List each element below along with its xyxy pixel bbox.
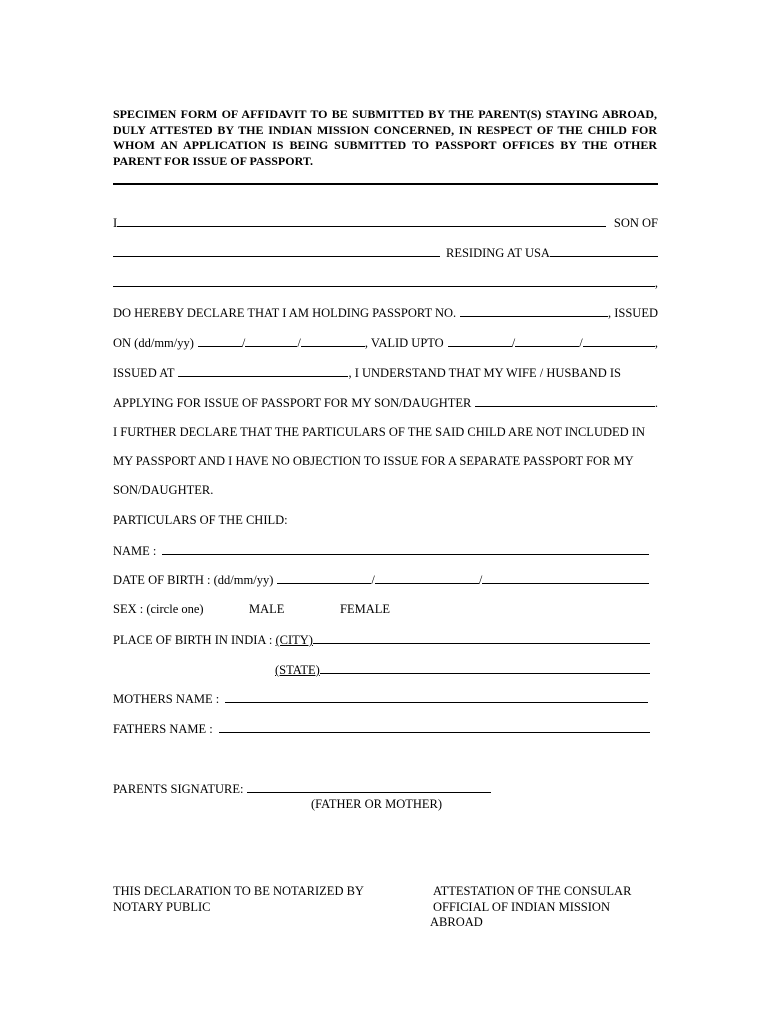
- line-name: [113, 214, 658, 230]
- form-heading: SPECIMEN FORM OF AFFIDAVIT TO BE SUBMITTED BY THE PARENT(S) STAYING ABROAD, DULY ATTESTED BY THE INDIAN MISSION CONCERNED, IN RESPECT OF THE CHILD FOR WHOM AN APPLICATION IS BEING SUBMITTED TO PASSPORT OFFICES BY THE OTHER PARENT FOR ISSUE OF PASSPORT.: [113, 107, 657, 168]
- fathers-name-field[interactable]: [219, 720, 650, 733]
- dob-month-field[interactable]: [375, 571, 479, 584]
- mothers-name-field[interactable]: [225, 690, 648, 703]
- city-field[interactable]: [313, 631, 650, 644]
- name-label: NAME :: [113, 544, 157, 558]
- no-objection-text: MY PASSPORT AND I HAVE NO OBJECTION TO ISSUE FOR A SEPARATE PASSPORT FOR MY: [113, 454, 634, 468]
- date-separator: /: [371, 573, 375, 587]
- date-separator: /: [478, 573, 483, 587]
- dob-label: DATE OF BIRTH : (dd/mm/yy): [113, 573, 274, 587]
- attestation-line-3: ABROAD: [430, 915, 483, 929]
- particulars-label: PARTICULARS OF THE CHILD:: [113, 513, 288, 527]
- issue-date-label: ON (dd/mm/yy): [113, 336, 194, 350]
- address-continued-field[interactable]: [113, 274, 655, 287]
- attestation-line-2: OFFICIAL OF INDIAN MISSION: [433, 900, 610, 914]
- son-daughter-text: SON/DAUGHTER.: [113, 483, 214, 497]
- issued-label: , ISSUED: [607, 306, 658, 320]
- date-separator: /: [297, 336, 301, 350]
- declarant-name-field[interactable]: [117, 214, 606, 227]
- date-separator: /: [241, 336, 246, 350]
- line-pob-city: [113, 631, 650, 647]
- signature-label: PARENTS SIGNATURE:: [113, 782, 244, 796]
- dob-day-field[interactable]: [277, 571, 371, 584]
- expiry-year-field[interactable]: [583, 334, 655, 347]
- line-pob-state: [275, 661, 650, 677]
- expiry-month-field[interactable]: [515, 334, 579, 347]
- understand-text: , I UNDERSTAND THAT MY WIFE / HUSBAND IS: [348, 366, 621, 380]
- line-dob: [113, 571, 649, 587]
- line-further-declare: [113, 424, 658, 440]
- expiry-day-field[interactable]: [448, 334, 512, 347]
- mothers-name-label: MOTHERS NAME :: [113, 692, 220, 706]
- line-parent: [113, 244, 658, 260]
- issue-day-field[interactable]: [198, 334, 242, 347]
- heading-divider: [113, 183, 658, 185]
- issue-month-field[interactable]: [245, 334, 297, 347]
- line3-comma: ,: [654, 276, 658, 290]
- issue-year-field[interactable]: [301, 334, 365, 347]
- line-passport-no: [113, 304, 658, 320]
- child-name-field[interactable]: [475, 394, 654, 407]
- line5-comma: ,: [654, 336, 658, 350]
- city-label: (CITY): [275, 633, 313, 647]
- father-name-field[interactable]: [113, 244, 440, 257]
- line-issued-at: [113, 364, 658, 380]
- sex-label: SEX : (circle one): [113, 602, 204, 616]
- state-field[interactable]: [320, 661, 650, 674]
- child-full-name-field[interactable]: [162, 542, 649, 555]
- attestation-line-1: ATTESTATION OF THE CONSULAR: [433, 884, 632, 898]
- state-label: (STATE): [275, 663, 320, 677]
- line-child-name: [113, 542, 649, 558]
- line-father: [113, 720, 650, 736]
- issued-at-field[interactable]: [178, 364, 348, 377]
- passport-number-field[interactable]: [460, 304, 608, 317]
- particulars-heading: [113, 512, 658, 528]
- notary-line-2: NOTARY PUBLIC: [113, 900, 211, 914]
- dob-year-field[interactable]: [482, 571, 649, 584]
- valid-upto-label: , VALID UPTO: [364, 336, 444, 350]
- pob-label: PLACE OF BIRTH IN INDIA :: [113, 633, 276, 647]
- line-no-objection: [113, 453, 658, 469]
- signature-caption: (FATHER OR MOTHER): [311, 797, 443, 811]
- usa-address-field[interactable]: [550, 244, 658, 257]
- date-separator: /: [579, 336, 583, 350]
- line7-period: .: [654, 396, 658, 410]
- notary-line-1: THIS DECLARATION TO BE NOTARIZED BY: [113, 884, 364, 898]
- issued-at-label: ISSUED AT: [113, 366, 175, 380]
- line-son-daughter: [113, 482, 658, 498]
- line1-prefix: I: [113, 216, 118, 230]
- line-address: [113, 274, 658, 290]
- line-mother: [113, 690, 648, 706]
- date-separator: /: [511, 336, 516, 350]
- signature-field[interactable]: [247, 780, 491, 793]
- fathers-name-label: FATHERS NAME :: [113, 722, 213, 736]
- sex-option-female[interactable]: FEMALE: [340, 602, 390, 616]
- residing-label: RESIDING AT USA: [446, 246, 550, 260]
- line1-suffix: SON OF: [613, 216, 658, 230]
- line-signature: [113, 780, 491, 796]
- passport-declaration: DO HEREBY DECLARE THAT I AM HOLDING PASSPORT NO.: [113, 306, 457, 320]
- line-applying: [113, 394, 658, 410]
- line-dates: [113, 334, 658, 350]
- further-declare-text: I FURTHER DECLARE THAT THE PARTICULARS OF THE SAID CHILD ARE NOT INCLUDED IN: [113, 425, 645, 439]
- applying-text: APPLYING FOR ISSUE OF PASSPORT FOR MY SON/DAUGHTER: [113, 396, 472, 410]
- sex-option-male[interactable]: MALE: [249, 602, 285, 616]
